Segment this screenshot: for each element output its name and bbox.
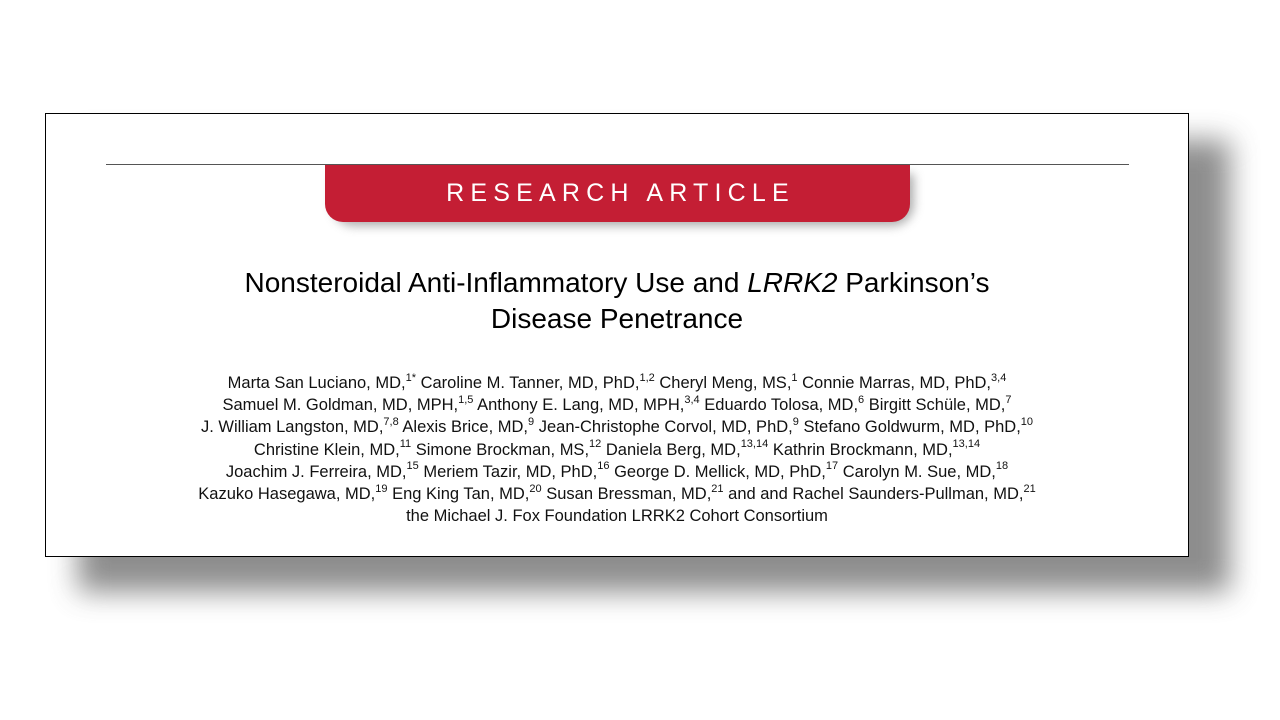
author-entry bbox=[538, 415, 799, 437]
author-name: Marta San Luciano, MD, bbox=[227, 374, 406, 392]
author-entry bbox=[659, 371, 798, 392]
author-entry bbox=[477, 393, 700, 415]
author-name: Stefano Goldwurm, MD, PhD, bbox=[803, 418, 1021, 437]
title-part2: Parkinson’s bbox=[837, 267, 990, 298]
affiliation-superscript: 7,8 bbox=[383, 415, 399, 428]
author-name: and and Rachel Saunders-Pullman, MD, bbox=[728, 485, 1024, 504]
author-line bbox=[46, 416, 1188, 438]
author-line bbox=[46, 394, 1188, 416]
author-name: Anthony E. Lang, MD, MPH, bbox=[477, 396, 685, 415]
author-entry bbox=[392, 482, 542, 504]
affiliation-superscript: 7 bbox=[1005, 393, 1012, 406]
affiliation-superscript: 1,2 bbox=[639, 371, 655, 384]
author-entry bbox=[225, 460, 419, 481]
author-line bbox=[46, 461, 1188, 483]
affiliation-superscript: 17 bbox=[825, 460, 839, 473]
affiliation-superscript: 21 bbox=[711, 482, 724, 495]
affiliation-superscript: 3,4 bbox=[991, 371, 1007, 384]
affiliation-superscript: 3,4 bbox=[684, 393, 700, 406]
author-name: Birgitt Schüle, MD, bbox=[868, 396, 1006, 415]
author-name: George D. Mellick, MD, PhD, bbox=[614, 462, 826, 481]
author-entry bbox=[546, 482, 724, 504]
author-name: Meriem Tazir, MD, PhD, bbox=[423, 462, 598, 481]
author-name: Simone Brockman, MS, bbox=[415, 440, 590, 459]
author-name: Kazuko Hasegawa, MD, bbox=[198, 485, 376, 504]
author-entry bbox=[423, 460, 610, 481]
author-name: Caroline M. Tanner, MD, PhD, bbox=[420, 374, 640, 392]
article-header-card bbox=[45, 113, 1189, 557]
author-name: Daniela Berg, MD, bbox=[605, 440, 741, 459]
author-entry bbox=[842, 460, 1009, 481]
affiliation-superscript: 9 bbox=[528, 415, 535, 428]
affiliation-superscript: 13,14 bbox=[952, 438, 981, 451]
author-entry bbox=[198, 482, 388, 504]
author-entry bbox=[802, 371, 1007, 392]
article-title bbox=[46, 265, 1188, 337]
author-entry bbox=[605, 438, 769, 459]
affiliation-superscript: 21 bbox=[1023, 482, 1036, 495]
author-entry bbox=[402, 415, 535, 437]
author-line bbox=[46, 439, 1188, 461]
research-article-banner bbox=[325, 165, 910, 222]
affiliation-superscript: 16 bbox=[597, 460, 610, 473]
author-name: Eng King Tan, MD, bbox=[392, 485, 530, 504]
author-entry bbox=[420, 371, 655, 392]
author-name: Alexis Brice, MD, bbox=[402, 418, 529, 437]
author-entry bbox=[406, 507, 828, 525]
author-entry bbox=[200, 415, 399, 437]
affiliation-superscript: 19 bbox=[375, 482, 388, 495]
author-entry bbox=[728, 482, 1036, 504]
author-name: the Michael J. Fox Foundation LRRK2 Cohort Consortium bbox=[406, 507, 828, 526]
author-entry bbox=[222, 393, 474, 415]
title-line2: Disease Penetrance bbox=[490, 303, 744, 334]
author-name: Joachim J. Ferreira, MD, bbox=[225, 462, 407, 481]
affiliation-superscript: 13,14 bbox=[740, 438, 769, 451]
author-name: Connie Marras, MD, PhD, bbox=[802, 374, 992, 392]
author-name: Christine Klein, MD, bbox=[253, 440, 400, 459]
author-name: J. William Langston, MD, bbox=[200, 418, 384, 437]
author-entry bbox=[868, 393, 1012, 415]
author-name: Kathrin Brockmann, MD, bbox=[772, 440, 953, 459]
author-entry bbox=[227, 371, 416, 392]
affiliation-superscript: 9 bbox=[792, 415, 799, 428]
author-entry bbox=[253, 438, 412, 459]
affiliation-superscript: 1 bbox=[791, 371, 798, 384]
affiliation-superscript: 12 bbox=[589, 438, 602, 451]
banner-label: RESEARCH ARTICLE bbox=[446, 179, 795, 207]
author-name: Jean-Christophe Corvol, MD, PhD, bbox=[538, 418, 793, 437]
author-list bbox=[46, 372, 1188, 527]
author-name: Carolyn M. Sue, MD, bbox=[842, 462, 996, 481]
author-name: Susan Bressman, MD, bbox=[546, 485, 712, 504]
author-name: Cheryl Meng, MS, bbox=[659, 374, 792, 392]
author-entry bbox=[614, 460, 839, 481]
author-line bbox=[46, 505, 1188, 527]
affiliation-superscript: 1* bbox=[405, 371, 416, 384]
author-name: Eduardo Tolosa, MD, bbox=[704, 396, 859, 415]
affiliation-superscript: 15 bbox=[406, 460, 419, 473]
affiliation-superscript: 11 bbox=[399, 438, 412, 451]
affiliation-superscript: 10 bbox=[1020, 415, 1034, 428]
affiliation-superscript: 6 bbox=[858, 393, 865, 406]
author-line bbox=[46, 372, 1188, 394]
author-name: Samuel M. Goldman, MD, MPH, bbox=[222, 396, 459, 415]
author-entry bbox=[704, 393, 865, 415]
affiliation-superscript: 18 bbox=[995, 460, 1009, 473]
author-entry bbox=[772, 438, 981, 459]
title-part1: Nonsteroidal Anti-Inflammatory Use and bbox=[244, 267, 748, 298]
author-entry bbox=[415, 438, 602, 459]
affiliation-superscript: 20 bbox=[529, 482, 542, 495]
author-entry bbox=[803, 415, 1034, 437]
affiliation-superscript: 1,5 bbox=[458, 393, 474, 406]
author-line bbox=[46, 483, 1188, 505]
title-gene-name: LRRK2 bbox=[747, 267, 838, 298]
